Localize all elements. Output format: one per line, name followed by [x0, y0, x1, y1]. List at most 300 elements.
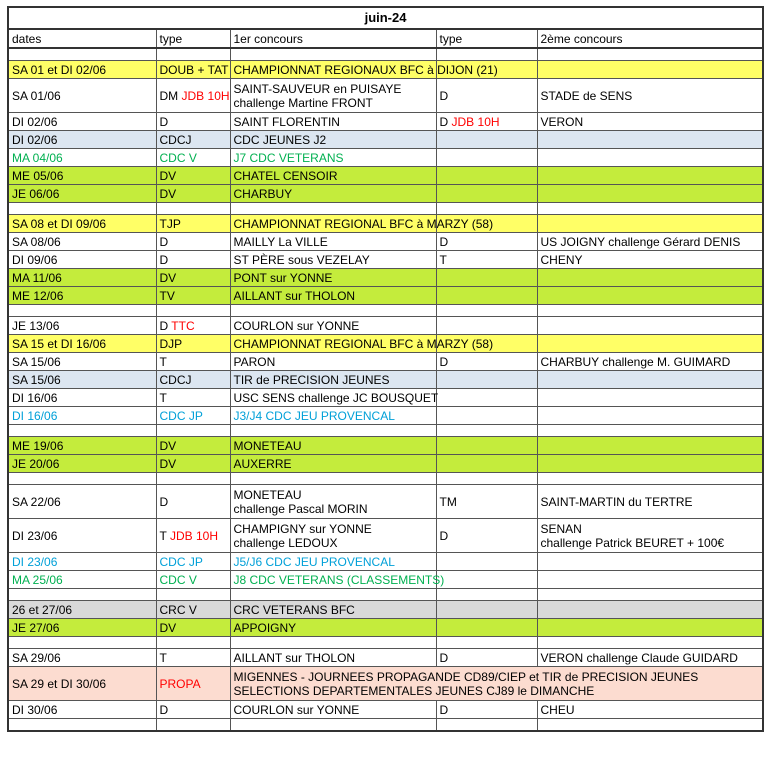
blank-row [8, 637, 763, 649]
type1-extra-text: JDB 10H [181, 88, 230, 103]
empty-cell [537, 425, 763, 437]
concours1-text: CRC VETERANS BFC [233, 602, 355, 617]
event-row [8, 79, 763, 113]
concours1-cell [230, 601, 436, 619]
blank-row [8, 473, 763, 485]
event-row [8, 167, 763, 185]
concours1-text: CHAMPIGNY sur YONNE [233, 521, 372, 536]
empty-cell [537, 637, 763, 649]
concours1-cell [230, 667, 763, 701]
empty-cell [537, 203, 763, 215]
header-type-1: type [156, 29, 230, 48]
type1-cell [156, 167, 230, 185]
event-row [8, 215, 763, 233]
type1-text: CRC V [159, 602, 197, 617]
date-text: SA 29/06 [12, 650, 61, 665]
type2-cell [436, 269, 537, 287]
date-text: DI 16/06 [12, 408, 58, 423]
concours1-text: J5/J6 CDC JEU PROVENCAL [233, 554, 395, 569]
concours2-text: CHARBUY challenge M. GUIMARD [540, 354, 731, 369]
type1-cell [156, 407, 230, 425]
type1-cell [156, 619, 230, 637]
type1-text: T [159, 354, 167, 369]
date-cell [8, 113, 156, 131]
date-text: SA 29 et DI 30/06 [12, 676, 107, 691]
date-text: DI 02/06 [12, 132, 58, 147]
date-text: MA 04/06 [12, 150, 63, 165]
concours2-cell [537, 571, 763, 589]
concours2-cell [537, 371, 763, 389]
concours1-cell [230, 131, 436, 149]
type1-cell [156, 251, 230, 269]
concours1-cell [230, 149, 436, 167]
empty-cell [8, 589, 156, 601]
type1-cell [156, 215, 230, 233]
empty-cell [230, 719, 436, 732]
type1-text: TV [159, 288, 175, 303]
date-cell [8, 167, 156, 185]
type1-text: D [159, 252, 169, 267]
concours1-text: SAINT FLORENTIN [233, 114, 340, 129]
concours1-text: AUXERRE [233, 456, 292, 471]
type1-text: CDC JP [159, 554, 203, 569]
type2-text: D [439, 88, 449, 103]
type2-cell [436, 389, 537, 407]
empty-cell [230, 637, 436, 649]
date-cell [8, 407, 156, 425]
date-text: JE 13/06 [12, 318, 60, 333]
empty-cell [156, 425, 230, 437]
type1-extra-text: TTC [171, 318, 195, 333]
date-text: DI 23/06 [12, 528, 58, 543]
empty-cell [436, 589, 537, 601]
empty-cell [436, 473, 537, 485]
event-row [8, 335, 763, 353]
sheet-title: juin-24 [8, 7, 763, 29]
type1-text: D [159, 702, 169, 717]
blank-row [8, 589, 763, 601]
concours2-cell [537, 113, 763, 131]
empty-cell [8, 425, 156, 437]
type1-cell [156, 131, 230, 149]
concours1-text: J8 CDC VETERANS (CLASSEMENTS) [233, 572, 445, 587]
concours1-text: COURLON sur YONNE [233, 318, 360, 333]
concours2-line2-text: challenge Patrick BEURET + 100€ [540, 535, 725, 550]
date-text: DI 16/06 [12, 390, 58, 405]
empty-cell [436, 425, 537, 437]
concours1-text: MONETEAU [233, 438, 302, 453]
empty-cell [156, 589, 230, 601]
type1-text: CDCJ [159, 372, 192, 387]
concours1-text: SAINT-SAUVEUR en PUISAYE [233, 81, 402, 96]
type2-text: D [439, 234, 449, 249]
event-row [8, 353, 763, 371]
concours1-text: PARON [233, 354, 276, 369]
type1-text: CDCJ [159, 132, 192, 147]
date-text: SA 01/06 [12, 88, 61, 103]
concours2-cell [537, 251, 763, 269]
event-row [8, 601, 763, 619]
type2-text: D [439, 354, 449, 369]
type2-cell [436, 149, 537, 167]
date-text: SA 01 et DI 02/06 [12, 62, 107, 77]
concours2-cell [537, 353, 763, 371]
type1-cell [156, 61, 230, 79]
concours2-cell [537, 185, 763, 203]
event-row [8, 269, 763, 287]
concours2-cell [537, 335, 763, 353]
type2-cell [436, 251, 537, 269]
date-cell [8, 185, 156, 203]
type2-cell [436, 601, 537, 619]
concours1-cell [230, 233, 436, 251]
date-text: DI 09/06 [12, 252, 58, 267]
concours1-text: AILLANT sur THOLON [233, 650, 356, 665]
type1-cell [156, 649, 230, 667]
concours1-text: CHAMPIONNAT REGIONAL BFC à MARZY (58) [233, 216, 494, 231]
type1-text: CDC V [159, 150, 197, 165]
date-cell [8, 233, 156, 251]
event-row [8, 149, 763, 167]
type2-cell [436, 701, 537, 719]
concours2-cell [537, 167, 763, 185]
blank-row [8, 719, 763, 732]
concours1-text: CHAMPIONNAT REGIONAL BFC à MARZY (58) [233, 336, 494, 351]
type1-cell [156, 113, 230, 131]
concours2-cell [537, 317, 763, 335]
empty-cell [8, 203, 156, 215]
type1-cell [156, 485, 230, 519]
concours1-cell [230, 619, 436, 637]
type1-extra-text: JDB 10H [169, 528, 218, 543]
event-row [8, 251, 763, 269]
type1-text: T [159, 528, 167, 543]
type1-text: DJP [159, 336, 183, 351]
date-cell [8, 149, 156, 167]
date-cell [8, 667, 156, 701]
event-row [8, 571, 763, 589]
concours1-text: APPOIGNY [233, 620, 297, 635]
concours1-cell [230, 455, 436, 473]
event-row [8, 287, 763, 305]
empty-cell [436, 719, 537, 732]
date-text: JE 27/06 [12, 620, 60, 635]
type1-cell [156, 79, 230, 113]
type2-cell [436, 571, 537, 589]
concours1-text: USC SENS challenge JC BOUSQUET [233, 390, 439, 405]
type1-cell [156, 353, 230, 371]
event-row [8, 371, 763, 389]
concours1-cell [230, 371, 436, 389]
header-1er-concours: 1er concours [230, 29, 436, 48]
event-row [8, 389, 763, 407]
type2-text: D [439, 114, 449, 129]
date-cell [8, 287, 156, 305]
concours1-text: PONT sur YONNE [233, 270, 333, 285]
concours2-cell [537, 389, 763, 407]
concours1-text: ST PÈRE sous VEZELAY [233, 252, 370, 267]
empty-cell [156, 305, 230, 317]
empty-cell [537, 589, 763, 601]
concours1-cell [230, 649, 436, 667]
type2-cell [436, 167, 537, 185]
type1-cell [156, 455, 230, 473]
event-row [8, 61, 763, 79]
concours1-cell [230, 61, 498, 79]
concours1-text: J3/J4 CDC JEU PROVENCAL [233, 408, 395, 423]
type1-text: TJP [159, 216, 181, 231]
date-text: DI 23/06 [12, 554, 58, 569]
blank-row [8, 425, 763, 437]
concours2-cell [537, 131, 763, 149]
date-text: ME 12/06 [12, 288, 64, 303]
type2-cell [436, 113, 537, 131]
concours2-cell [537, 149, 763, 167]
date-cell [8, 79, 156, 113]
empty-cell [230, 48, 436, 61]
concours1-cell [230, 215, 494, 233]
concours1-cell [230, 407, 436, 425]
empty-cell [436, 305, 537, 317]
blank-row [8, 305, 763, 317]
concours1-cell [230, 701, 436, 719]
empty-cell [156, 719, 230, 732]
type1-cell [156, 269, 230, 287]
date-cell [8, 519, 156, 553]
type1-text: DV [159, 438, 177, 453]
type1-text: D [159, 494, 169, 509]
concours2-text: STADE de SENS [540, 88, 633, 103]
empty-cell [8, 473, 156, 485]
empty-cell [230, 473, 436, 485]
type1-text: T [159, 390, 167, 405]
type1-text: CDC V [159, 572, 197, 587]
concours1-cell [230, 437, 436, 455]
concours2-text: VERON challenge Claude GUIDARD [540, 650, 738, 665]
empty-cell [8, 719, 156, 732]
event-row [8, 519, 763, 553]
type2-cell [436, 287, 537, 305]
blank-row [8, 203, 763, 215]
concours2-cell [537, 407, 763, 425]
concours1-cell [230, 317, 436, 335]
concours1-text: CDC JEUNES J2 [233, 132, 327, 147]
blank-row [8, 48, 763, 61]
type1-cell [156, 519, 230, 553]
type2-cell [436, 185, 537, 203]
empty-cell [230, 305, 436, 317]
concours1-text: MONETEAU [233, 487, 302, 502]
date-text: DI 02/06 [12, 114, 58, 129]
schedule-sheet [7, 6, 764, 732]
type1-cell [156, 317, 230, 335]
date-text: 26 et 27/06 [12, 602, 73, 617]
concours1-text: CHAMPIONNAT REGIONAUX BFC à DIJON (21) [233, 62, 498, 77]
concours2-text: CHEU [540, 702, 575, 717]
type2-cell [436, 79, 537, 113]
date-text: SA 15 et DI 16/06 [12, 336, 107, 351]
concours1-text: CHATEL CENSOIR [233, 168, 338, 183]
concours1-cell [230, 519, 436, 553]
date-cell [8, 485, 156, 519]
date-text: JE 06/06 [12, 186, 60, 201]
type2-text: TM [439, 494, 457, 509]
type1-text: DV [159, 620, 177, 635]
empty-cell [537, 719, 763, 732]
concours1-line2-text: challenge LEDOUX [233, 535, 338, 550]
date-text: SA 08/06 [12, 234, 61, 249]
event-row [8, 649, 763, 667]
date-cell [8, 215, 156, 233]
event-row [8, 317, 763, 335]
concours1-cell [230, 251, 436, 269]
type2-extra-text: JDB 10H [451, 114, 500, 129]
event-row [8, 553, 763, 571]
type1-cell [156, 601, 230, 619]
concours1-text: TIR de PRECISION JEUNES [233, 372, 390, 387]
event-row [8, 233, 763, 251]
concours1-cell [230, 269, 436, 287]
event-row [8, 455, 763, 473]
type1-cell [156, 335, 230, 353]
concours2-cell [537, 455, 763, 473]
type1-text: DV [159, 270, 177, 285]
date-text: SA 15/06 [12, 354, 61, 369]
empty-cell [8, 48, 156, 61]
concours1-cell [230, 485, 436, 519]
type2-cell [436, 437, 537, 455]
empty-cell [156, 203, 230, 215]
concours1-cell [230, 185, 436, 203]
type1-text: DV [159, 456, 177, 471]
type2-cell [436, 407, 537, 425]
date-cell [8, 251, 156, 269]
concours2-text: SENAN [540, 521, 582, 536]
date-text: MA 25/06 [12, 572, 63, 587]
date-text: MA 11/06 [12, 270, 62, 285]
empty-cell [537, 48, 763, 61]
concours2-cell [537, 269, 763, 287]
type2-cell [436, 371, 537, 389]
event-row [8, 619, 763, 637]
concours2-cell [537, 79, 763, 113]
type1-cell [156, 287, 230, 305]
concours1-text: MAILLY La VILLE [233, 234, 328, 249]
type2-cell [436, 131, 537, 149]
date-cell [8, 131, 156, 149]
concours1-cell [230, 167, 436, 185]
type1-cell [156, 553, 230, 571]
concours2-cell [537, 619, 763, 637]
date-cell [8, 571, 156, 589]
concours1-text: MIGENNES - JOURNEES PROPAGANDE CD89/CIEP et TIR de PRECISION JEUNES [233, 669, 699, 684]
type2-cell [436, 649, 537, 667]
date-cell [8, 317, 156, 335]
concours1-line2-text: challenge Pascal MORIN [233, 501, 368, 516]
header-type-2: type [436, 29, 537, 48]
type1-cell [156, 149, 230, 167]
type2-text: D [439, 528, 449, 543]
empty-cell [230, 589, 436, 601]
date-cell [8, 389, 156, 407]
empty-cell [230, 425, 436, 437]
empty-cell [8, 305, 156, 317]
type1-cell [156, 371, 230, 389]
date-cell [8, 649, 156, 667]
event-row [8, 407, 763, 425]
event-row [8, 485, 763, 519]
empty-cell [156, 48, 230, 61]
header-2eme-concours: 2ème concours [537, 29, 763, 48]
type1-cell [156, 667, 230, 701]
header-row [8, 29, 763, 48]
empty-cell [537, 305, 763, 317]
date-text: SA 08 et DI 09/06 [12, 216, 107, 231]
concours1-line2-text: challenge Martine FRONT [233, 95, 373, 110]
date-text: DI 30/06 [12, 702, 58, 717]
empty-cell [156, 637, 230, 649]
empty-cell [8, 637, 156, 649]
date-text: SA 22/06 [12, 494, 61, 509]
concours2-cell [537, 437, 763, 455]
concours2-cell [537, 649, 763, 667]
date-cell [8, 601, 156, 619]
concours2-cell [537, 215, 763, 233]
event-row [8, 667, 763, 701]
date-cell [8, 353, 156, 371]
concours2-text: US JOIGNY challenge Gérard DENIS [540, 234, 741, 249]
type1-text: PROPA [159, 676, 201, 691]
event-row [8, 701, 763, 719]
date-cell [8, 371, 156, 389]
type2-text: D [439, 650, 449, 665]
type2-cell [436, 519, 537, 553]
event-row [8, 185, 763, 203]
type1-text: DOUB + TAT [159, 62, 229, 77]
empty-cell [436, 637, 537, 649]
type2-cell [436, 485, 537, 519]
concours1-text: COURLON sur YONNE [233, 702, 360, 717]
type2-cell [436, 553, 537, 571]
concours2-cell [537, 287, 763, 305]
date-cell [8, 455, 156, 473]
concours1-cell [230, 353, 436, 371]
concours2-cell [537, 485, 763, 519]
empty-cell [230, 203, 436, 215]
date-cell [8, 269, 156, 287]
empty-cell [537, 473, 763, 485]
date-text: ME 05/06 [12, 168, 64, 183]
concours1-line2-text: SELECTIONS DEPARTEMENTALES JEUNES CJ89 le DIMANCHE [233, 683, 595, 698]
type1-cell [156, 233, 230, 251]
type1-text: DM [159, 88, 179, 103]
concours2-cell [537, 61, 763, 79]
type1-cell [156, 185, 230, 203]
type2-cell [436, 233, 537, 251]
date-cell [8, 335, 156, 353]
type1-cell [156, 701, 230, 719]
concours1-cell [230, 571, 445, 589]
concours2-cell [537, 601, 763, 619]
type1-cell [156, 437, 230, 455]
date-cell [8, 61, 156, 79]
type1-text: D [159, 234, 169, 249]
concours1-cell [230, 287, 436, 305]
type1-cell [156, 571, 230, 589]
type1-text: DV [159, 186, 177, 201]
concours2-cell [537, 701, 763, 719]
event-row [8, 131, 763, 149]
